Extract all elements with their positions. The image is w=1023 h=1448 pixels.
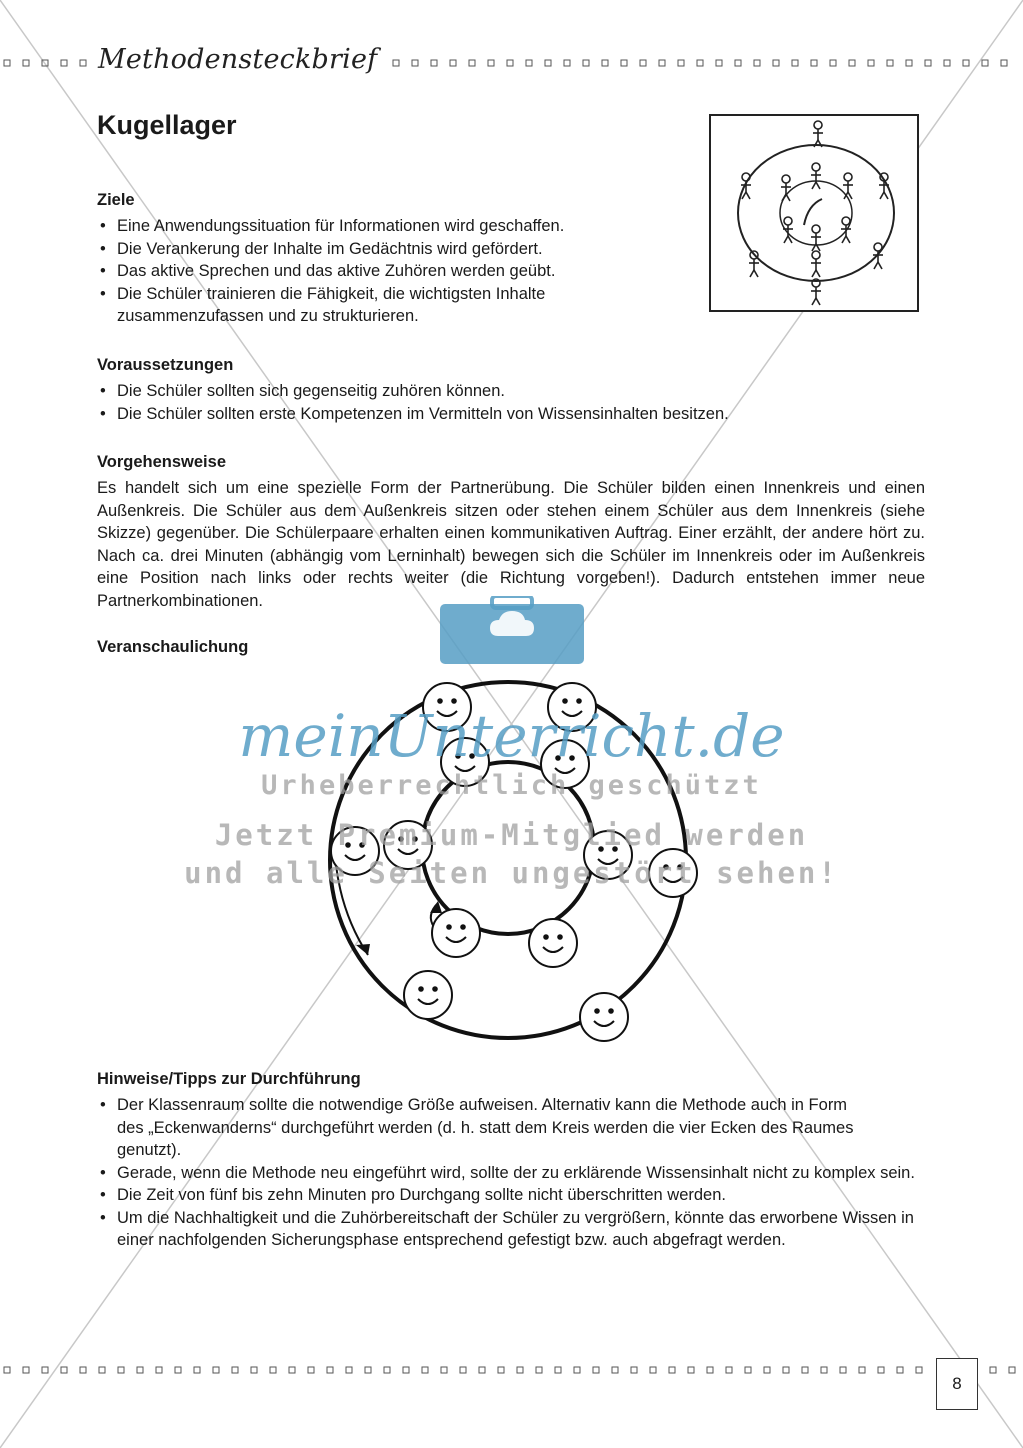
smiley-face-icon xyxy=(404,971,452,1019)
header-title: Methodensteckbrief xyxy=(96,44,385,75)
watermark-line-3: und alle Seiten ungestört sehen! xyxy=(184,856,839,890)
list-item: • Die Schüler trainieren die Fähigkeit, die wichtigsten Inhalte zusammenzufassen und zu strukturieren. xyxy=(97,283,637,328)
watermark-line-2: Jetzt Premium-Mitglied werden xyxy=(214,818,809,852)
vorgehensweise-heading: Vorgehensweise xyxy=(97,453,226,471)
list-item: • Eine Anwendungssituation für Informationen wird geschaffen. xyxy=(97,215,657,238)
page-number: 8 xyxy=(936,1358,978,1410)
list-item: • Gerade, wenn die Methode neu eingeführt wird, sollte der zu erklärende Wissensinhalt nicht zu komplex sein. xyxy=(97,1162,917,1185)
section-hinweise xyxy=(97,1068,917,1252)
watermark-logo: meinUnterricht.de xyxy=(238,702,785,770)
smiley-face-icon xyxy=(529,919,577,967)
section-voraussetzungen xyxy=(97,354,907,425)
smiley-face-icon xyxy=(432,909,480,957)
smiley-face-icon xyxy=(580,993,628,1041)
section-veranschaulichung xyxy=(97,636,248,662)
list-item: • Das aktive Sprechen und das aktive Zuhören werden geübt. xyxy=(97,260,657,283)
list-item: • Die Schüler sollten sich gegenseitig zuhören können. xyxy=(97,380,907,403)
section-ziele xyxy=(97,189,657,328)
list-item: • Um die Nachhaltigkeit und die Zuhörbereitschaft der Schüler zu vergrößern, könnte das erworbene Wissen in einer nachfolgenden Sicherungsphase entsprechend gefestigt bzw. auch abgefragt werden. xyxy=(97,1207,917,1252)
list-item: • Die Verankerung der Inhalte im Gedächtnis wird gefördert. xyxy=(97,238,657,261)
list-item: • Der Klassenraum sollte die notwendige Größe aufweisen. Alternativ kann die Methode auch in Form des „Eckenwanderns“ durchgeführt werden (d. h. statt dem Kreis werden die vier Ecken des Raumes genutzt). xyxy=(97,1094,877,1162)
page-title: Kugellager xyxy=(97,110,237,140)
watermark-line-1: Urheberrechtlich geschützt xyxy=(261,770,762,801)
list-item: • Die Schüler sollten erste Kompetenzen im Vermitteln von Wissensinhalten besitzen. xyxy=(97,403,907,426)
list-item: • Die Zeit von fünf bis zehn Minuten pro Durchgang sollte nicht überschritten werden. xyxy=(97,1184,917,1207)
kugellager-sketch-illustration xyxy=(708,113,920,313)
voraussetzungen-heading: Voraussetzungen xyxy=(97,356,234,374)
section-vorgehensweise xyxy=(97,451,925,612)
bottom-dotted-border xyxy=(0,1366,1023,1376)
veranschaulichung-heading: Veranschaulichung xyxy=(97,638,249,656)
hinweise-heading: Hinweise/Tipps zur Durchführung xyxy=(97,1070,361,1088)
ziele-heading: Ziele xyxy=(97,191,135,209)
vorgehensweise-text: Es handelt sich um eine spezielle Form der Partnerübung. Die Schüler bilden einen Innenkreis und einen Außenkreis. Die Schüler aus dem Außenkreis sitzen oder stehen einem Schüler aus dem Innenkreis (siehe Skizze) gegenüber. Die Schülerpaare erhalten einen kommunikativen Auftrag. Einer erzählt, der andere hört zu. Nach ca. drei Minuten (abhängig vom Lerninhalt) bewegen sich die Schüler im Innenkreis oder im Außenkreis eine Position nach links oder rechts weiter (die Richtung vorgeben!). Dadurch entstehen immer neue Partnerkombinationen. xyxy=(97,479,925,610)
watermark-briefcase-icon xyxy=(440,596,584,664)
